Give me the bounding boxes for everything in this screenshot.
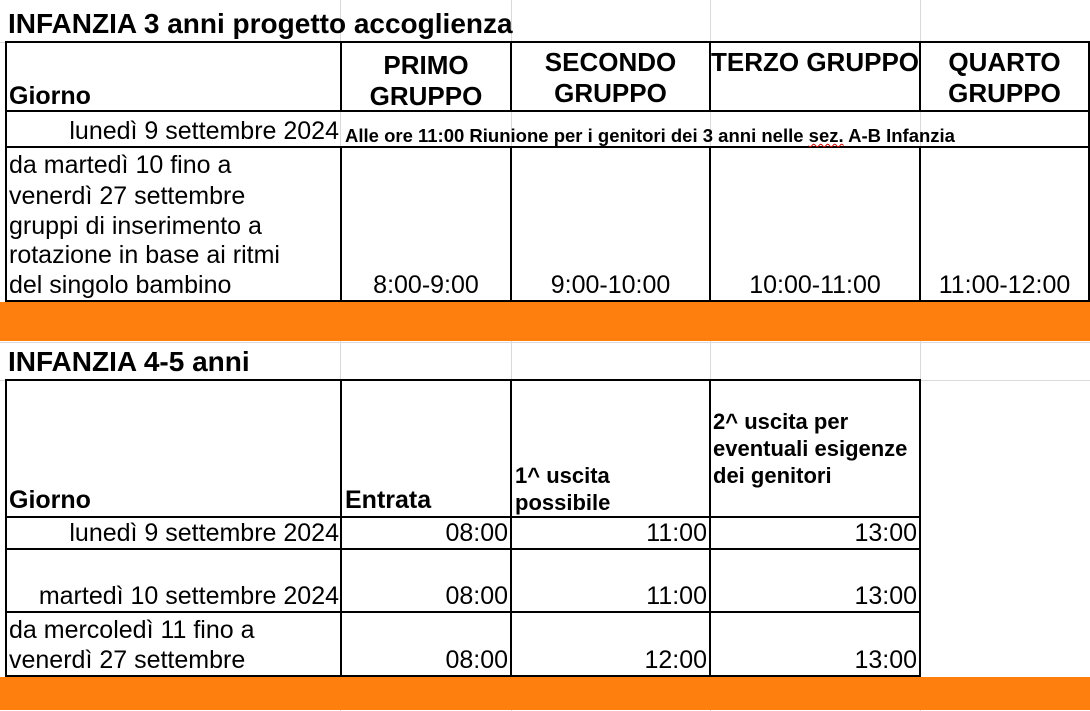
table1-header-group4: QUARTO GRUPPO: [948, 47, 1061, 108]
meeting-note-text-end: A-B Infanzia: [843, 125, 955, 146]
rotation-time-group2: 9:00-10:00: [550, 271, 671, 299]
meeting-note-flagged-word: sez.: [808, 125, 844, 146]
table1-header-group2: SECONDO GRUPPO: [544, 47, 677, 108]
meeting-note-text: Alle ore 11:00 Riunione per i genitori dei 3 anni nelle: [345, 125, 804, 146]
table1-header-day: Giorno: [9, 82, 91, 110]
table1-header-group3: TERZO GRUPPO: [711, 47, 920, 77]
section1-title: INFANZIA 3 anni progetto accoglienza: [8, 8, 513, 39]
rotation-day-line: gruppi di inserimento a: [9, 212, 262, 240]
table2-row1-exit2: 13:00: [854, 519, 917, 547]
meeting-row-note: [345, 127, 955, 146]
table2-row2-exit2: 13:00: [854, 582, 917, 610]
table2-row3-exit2: 13:00: [854, 646, 917, 674]
section2-title: INFANZIA 4-5 anni: [8, 346, 250, 377]
orange-separator-band: [0, 302, 1090, 341]
table2-row3-exit1: 12:00: [644, 646, 707, 674]
table1-header-group1: PRIMO GRUPPO: [369, 50, 483, 111]
rotation-time-group4: 11:00-12:00: [938, 271, 1071, 299]
table2-row2-entry: 08:00: [445, 582, 508, 610]
table2-header-day: Giorno: [9, 486, 91, 514]
table2-row2-day: martedì 10 settembre 2024: [38, 582, 339, 610]
rotation-day-line: da martedì 10 fino a: [9, 151, 232, 179]
orange-separator-band: [0, 677, 1090, 710]
table2-row1-entry: 08:00: [445, 519, 508, 547]
rotation-time-group1: 8:00-9:00: [373, 271, 479, 299]
rotation-time-group3: 10:00-11:00: [749, 271, 881, 299]
meeting-row-day: lunedì 9 settembre 2024: [69, 117, 339, 145]
table2-row1-exit1: 11:00: [646, 519, 707, 547]
row3-day-line: da mercoledì 11 fino a: [9, 616, 255, 644]
table2-row1-day: lunedì 9 settembre 2024: [69, 519, 339, 547]
rotation-day-line: rotazione in base ai ritmi: [9, 241, 280, 269]
table2-header-entry: Entrata: [345, 486, 432, 514]
table2-header-exit2: 2^ uscita per eventuali esigenze dei genitori: [713, 409, 908, 488]
row3-day-line: venerdì 27 settembre: [9, 646, 246, 674]
table2-row2-exit1: 11:00: [646, 582, 707, 610]
rotation-day-line: del singolo bambino: [9, 271, 232, 299]
rotation-day-line: venerdì 27 settembre: [9, 182, 246, 210]
table2-header-exit1: 1^ uscita possibile: [515, 463, 611, 515]
table2-row3-entry: 08:00: [445, 646, 508, 674]
